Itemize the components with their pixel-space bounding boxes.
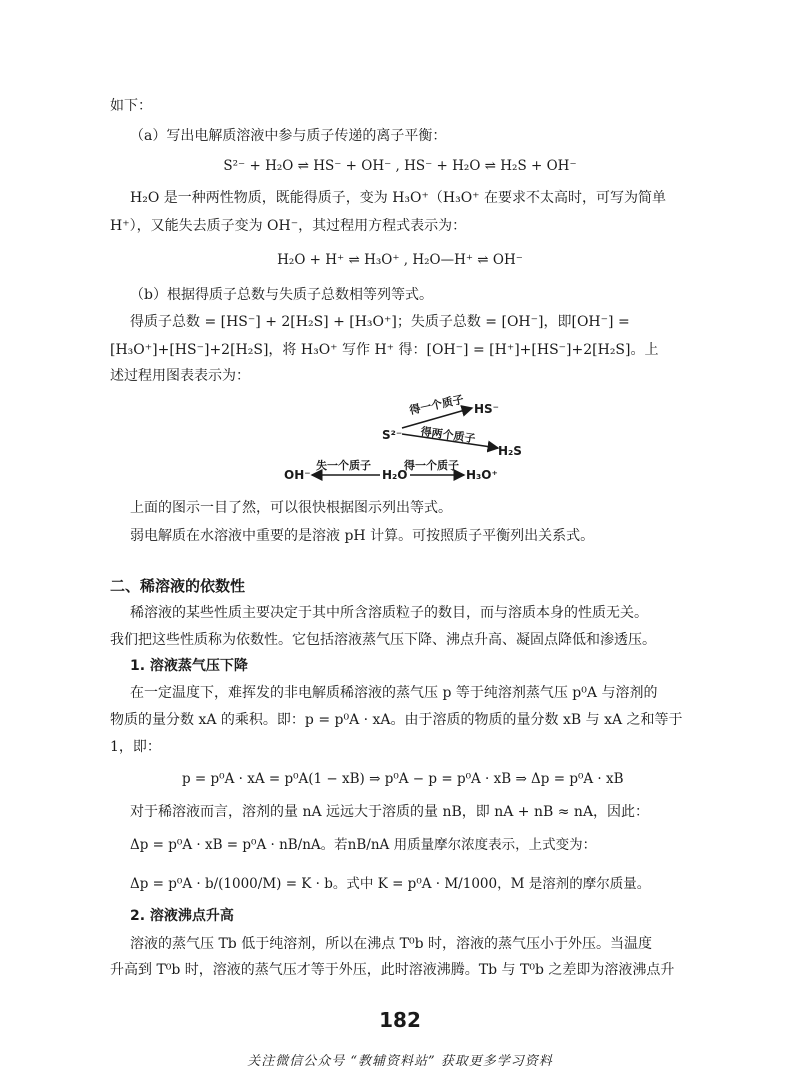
proton-transfer-diagram [270,392,550,492]
text-line: 1，即： [110,739,161,755]
subsection-heading: 1. 溶液蒸气压下降 [130,658,248,674]
diagram-h2s-label: H₂S [498,444,522,458]
section-heading: 二、稀溶液的依数性 [110,577,246,595]
text-line: H₂O 是一种两性物质，既能得质子，变为 H₃O⁺（H₃O⁺ 在要求不太高时，可写为简单 [130,190,667,206]
text-line: 物质的量分数 xA 的乘积。即：p = p⁰A · xA。由于溶质的物质的量分数 xB 与 xA 之和等于 [110,712,683,728]
diagram-oh-label: OH⁻ [284,468,311,482]
text-line: 对于稀溶液而言，溶剂的量 nA 远远大于溶质的量 nB，即 nA + nB ≈ nA，因此： [130,804,650,820]
subsection-heading: 2. 溶液沸点升高 [130,908,234,924]
footer-note: 关注微信公众号 “教辅资料站” 获取更多学习资料 [247,1054,553,1069]
equation: p = p⁰A · xA = p⁰A(1 − xB) ⇒ p⁰A − p = p⁰A · xB ⇒ Δp = p⁰A · xB [182,771,624,787]
text-line: 稀溶液的某些性质主要决定于其中所含溶质粒子的数目，而与溶质本身的性质无关。 [130,605,648,621]
text-line: 在一定温度下，难挥发的非电解质稀溶液的蒸气压 p 等于纯溶剂蒸气压 p⁰A 与溶剂的 [130,685,658,701]
diagram-hs-label: HS⁻ [474,402,500,416]
text-line: 得质子总数 = [HS⁻] + 2[H₂S] + [H₃O⁺]；失质子总数 = [OH⁻]，即[OH⁻] = [130,314,630,330]
text-line: （b）根据得质子总数与失质子总数相等列等式。 [130,287,433,303]
text-line: 述过程用图表表示为： [110,368,250,384]
text-line: 弱电解质在水溶液中重要的是溶液 pH 计算。可按照质子平衡列出关系式。 [130,528,595,544]
text-line: 如下： [110,98,152,114]
text-line: （a）写出电解质溶液中参与质子传递的离子平衡： [130,128,447,144]
diagram-h3o-label: H₃O⁺ [466,468,498,482]
text-line: [H₃O⁺]+[HS⁻]+2[H₂S]，将 H₃O⁺ 写作 H⁺ 得：[OH⁻] = [H⁺]+[HS⁻]+2[H₂S]。上 [110,342,659,358]
diagram-s2-label: S²⁻ [382,428,403,442]
text-line: 升高到 T⁰b 时，溶液的蒸气压才等于外压，此时溶液沸腾。Tb 与 T⁰b 之差即为溶液沸点升 [110,962,675,978]
diagram-h2o-label: H₂O [382,468,408,482]
page-number: 182 [379,1008,421,1032]
equation: H₂O + H⁺ ⇌ H₃O⁺ , H₂O—H⁺ ⇌ OH⁻ [277,252,523,268]
equation: Δp = p⁰A · b/(1000/M) = K · b。式中 K = p⁰A · M/1000，M 是溶剂的摩尔质量。 [130,876,651,892]
diagram-get-one-label: 得一个质子 [408,392,465,418]
equation: S²⁻ + H₂O ⇌ HS⁻ + OH⁻ , HS⁻ + H₂O ⇌ H₂S + OH⁻ [223,158,577,174]
equation: Δp = p⁰A · xB = p⁰A · nB/nA。若nB/nA 用质量摩尔浓度表示，上式变为： [130,837,597,853]
diagram-lose-one-label: 失一个质子 [316,459,371,472]
text-line: 溶液的蒸气压 Tb 低于纯溶剂，所以在沸点 T⁰b 时，溶液的蒸气压小于外压。当温度 [130,936,653,952]
text-line: H⁺），又能失去质子变为 OH⁻，其过程用方程式表示为： [110,218,467,234]
text-line: 上面的图示一目了然，可以很快根据图示列出等式。 [130,500,452,516]
diagram-get-one-b-label: 得一个质子 [404,459,459,472]
diagram-get-two-label: 得两个质子 [419,424,477,446]
text-line: 我们把这些性质称为依数性。它包括溶液蒸气压下降、沸点升高、凝固点降低和渗透压。 [110,632,656,648]
